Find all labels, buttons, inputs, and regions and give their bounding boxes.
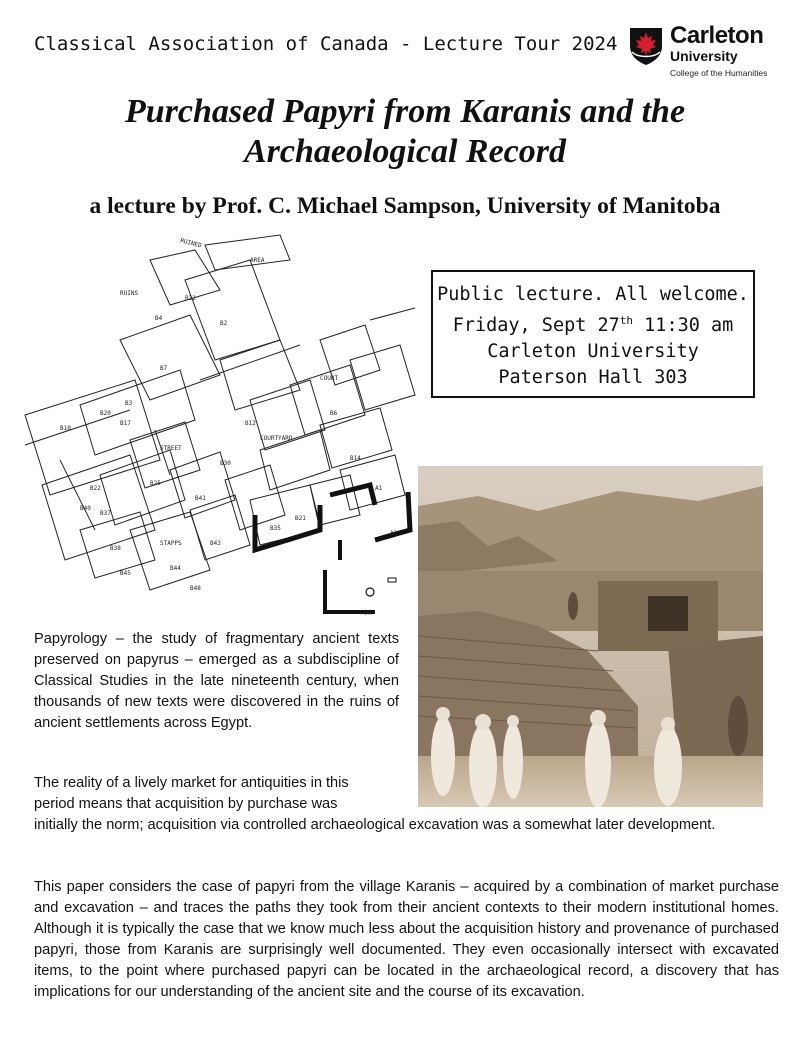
karanis-site-map bbox=[20, 230, 438, 625]
svg-text:B37: B37 bbox=[100, 510, 111, 517]
svg-text:B43: B43 bbox=[210, 540, 221, 547]
svg-text:B17: B17 bbox=[120, 420, 131, 427]
event-welcome: Public lecture. All welcome. bbox=[437, 284, 749, 305]
title-line-1: Purchased Papyri from Karanis and the bbox=[124, 93, 686, 130]
svg-text:AREA: AREA bbox=[250, 257, 265, 264]
paragraph-market-line-1: The reality of a lively market for antiquities in this bbox=[34, 775, 349, 791]
lecturer-line: a lecture by Prof. C. Michael Sampson, University of Manitoba bbox=[89, 193, 721, 219]
svg-text:B7: B7 bbox=[160, 365, 168, 372]
svg-text:B10: B10 bbox=[60, 425, 71, 432]
svg-text:B2: B2 bbox=[220, 320, 228, 327]
svg-text:B44: B44 bbox=[170, 565, 181, 572]
svg-text:B40: B40 bbox=[80, 505, 91, 512]
svg-text:B4: B4 bbox=[155, 315, 163, 322]
svg-text:RUINED: RUINED bbox=[179, 237, 203, 250]
svg-text:STAPPS: STAPPS bbox=[160, 540, 182, 547]
paragraph-karanis: This paper considers the case of papyri from the village Karanis – acquired by a combination of market purchase and excavation – and traces the paths they took from their ancient contexts to their modern institutional homes. Although it is typically the case that we know much less about the acquisition history and provenance of purchased papyri, those from Karanis are surprisingly well documented. They even occasionally intersect with excavated items, to the point where purchased papyri can be located in the archaeological record, a discovery that has implications for our understanding of the ancient site and the course of its excavation. bbox=[34, 879, 779, 1000]
svg-text:B32: B32 bbox=[185, 295, 196, 302]
svg-text:COURT: COURT bbox=[320, 375, 339, 382]
paragraph-papyrology: Papyrology – the study of fragmentary ancient texts preserved on papyrus – emerged as a subdiscipline of Classical Studies in the late nineteenth century, when thousands of new texts were discovered in the ruins of ancient settlements across Egypt. bbox=[34, 631, 399, 731]
svg-text:B12: B12 bbox=[245, 420, 256, 427]
svg-text:B22: B22 bbox=[90, 485, 101, 492]
svg-text:B21: B21 bbox=[295, 515, 306, 522]
event-day: Friday, Sept 27 bbox=[452, 315, 620, 337]
title-line-2: Archaeological Record bbox=[243, 133, 567, 170]
event-time: 11:30 am bbox=[633, 315, 734, 337]
paragraph-market-rest: initially the norm; acquisition via controlled archaeological excavation was a somewhat later development. bbox=[34, 817, 716, 833]
svg-text:A1: A1 bbox=[375, 485, 383, 492]
svg-text:B38: B38 bbox=[110, 545, 121, 552]
svg-text:STREET: STREET bbox=[160, 445, 182, 452]
svg-text:B41: B41 bbox=[195, 495, 206, 502]
svg-text:B14: B14 bbox=[350, 455, 361, 462]
svg-text:B3: B3 bbox=[125, 400, 133, 407]
event-datetime bbox=[433, 308, 753, 339]
paragraph-market-line-2: period means that acquisition by purchase was bbox=[34, 796, 338, 812]
svg-text:A3: A3 bbox=[390, 530, 398, 537]
shield-maple-leaf-icon bbox=[628, 26, 664, 66]
logo-subtitle: University bbox=[670, 48, 738, 64]
page-title bbox=[20, 92, 790, 172]
carleton-logo bbox=[628, 22, 778, 82]
tour-heading: Classical Association of Canada - Lecture Tour 2024 bbox=[34, 33, 618, 55]
paragraph-market-intro bbox=[34, 773, 399, 815]
svg-text:COURTYARD: COURTYARD bbox=[260, 435, 293, 442]
event-room: Paterson Hall 303 bbox=[498, 367, 688, 389]
logo-name: Carleton bbox=[670, 22, 764, 49]
svg-text:B30: B30 bbox=[220, 460, 231, 467]
svg-text:B48: B48 bbox=[190, 585, 201, 592]
logo-college: College of the Humanities bbox=[670, 68, 768, 78]
event-info-box bbox=[431, 270, 755, 398]
event-venue: Carleton University bbox=[487, 341, 699, 363]
svg-text:A4: A4 bbox=[365, 610, 373, 617]
svg-text:B25: B25 bbox=[150, 480, 161, 487]
event-day-suffix: th bbox=[619, 314, 634, 327]
svg-text:B45: B45 bbox=[120, 570, 131, 577]
excavation-photo bbox=[418, 466, 763, 807]
svg-text:B20: B20 bbox=[100, 410, 111, 417]
svg-text:B35: B35 bbox=[270, 525, 281, 532]
svg-text:RUINS: RUINS bbox=[120, 290, 139, 297]
svg-text:B6: B6 bbox=[330, 410, 338, 417]
